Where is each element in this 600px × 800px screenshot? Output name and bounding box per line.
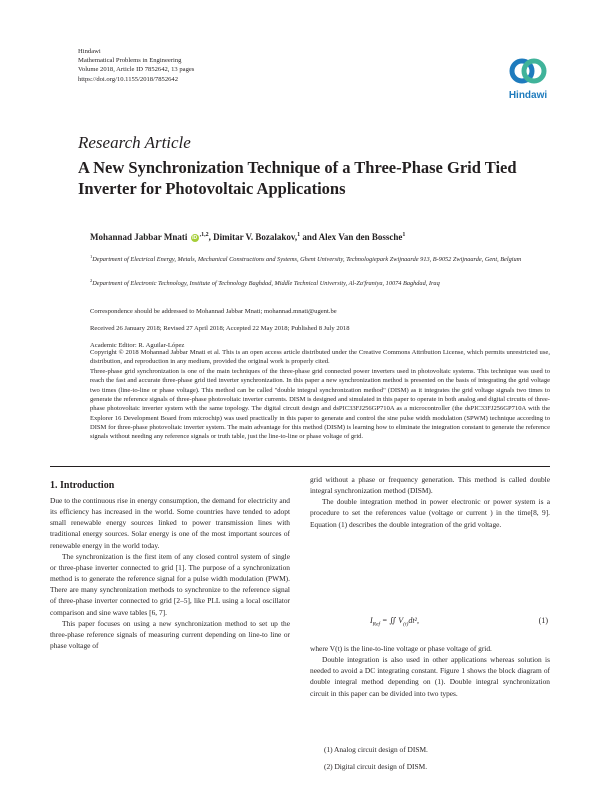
equation-expression [370,616,419,628]
right-column-continued [310,643,550,699]
list-item: (1) Analog circuit design of DISM. [324,745,428,754]
article-type: Research Article [78,133,191,152]
section-heading: 1. Introduction [50,480,115,491]
equation-number: (1) [538,616,548,625]
list-item: (2) Digital circuit design of DISM. [324,762,428,771]
journal-name: Mathematical Problems in Engineering [78,57,182,65]
copyright: Copyright © 2018 Mohannad Jabbar Mnati et al. This is an open access article distributed under the Creative Commons Attribution License, which permits unrestricted use, distribution, and reproduction in any medium, provided the original work is properly cited. [90,349,550,366]
paragraph: Double integration is also used in other applications whereas solution is needed to avoid a DC integrating constant. Figure 1 shows the block diagram of double integral method depending on (1). Double integral synchronization circuit in this paper can be divided into two types. [310,655,550,698]
orcid-icon[interactable]: iD [192,234,198,241]
author-affiliation-sup: ,1,2 [199,232,209,238]
affiliation-text: Department of Electronic Technology, Institute of Technology Baghdad, Middle Technical University, Al-Za'franiya, 10074 Baghdad, Iraq [92,280,440,288]
academic-editor: Academic Editor: R. Aguilar-López [90,342,185,349]
correspondence: Correspondence should be addressed to Mohannad Jabbar Mnati; mohannad.mnati@ugent.be [90,308,337,315]
logo-text: Hindawi [508,90,548,101]
section-divider [50,466,550,467]
paragraph: grid without a phase or frequency generation. This method is called double integral synchronization method (DISM). [310,475,550,496]
author-list [90,232,405,242]
affiliation-text: Department of Electrical Energy, Metals, Mechanical Constructions and Systems, Ghent University, Technologiepark Zwijnaarde 913, B-9052 Zwijnaarde, Gent, Belgium [92,256,522,264]
paragraph: The synchronization is the first item of any closed control system of single or three-phase inverter connected to grid [1]. The purpose of a synchronization method is to generate the reference signal for a pulse width modulation (PWM). There are many synchronization methods to synchronize to the reference signal of three-phase inverter connected to grid [2–5], like PLL using a local oscillator comparison and sine wave tables [6, 7]. [50,551,290,617]
abstract: Three-phase grid synchronization is one of the main techniques of the three-phase grid connected power inverters used in photovoltaic systems. This technique was used to reach the fast and accurate three-phase grid tied inverter synchronization. In this paper a new synchronization method is presented on the basis of integrating the grid voltage two times (line-to-line or phase voltage). This method can be called "double integral synchronization method" (DISM) as it integrates the grid voltage signals two times to generate the reference signals of three-phase photovoltaic inverter currents. DISM is designed and simulated in this paper to operate in both analog and digital circuits of three-phase photovoltaic inverter system with the same topology. The digital circuit design and dsPIC33FJ256GP710A as a microcontroller (the dsPIC33FJ256GP710A with the Explorer 16 Development Board from microchip) was used practically in this paper to generate and control the sine pulse width modulation (SPWM) technique according to DISM for three-phase photovoltaic inverter system. The main advantage for this method (DISM) is learning how to eliminate the integration constant to generate the reference signals without needing any reference signals or truth table, just the line-to-line or phase voltage of grid. [90,368,550,441]
affiliation-2 [90,276,550,288]
author-name: Mohannad Jabbar Mnati [90,232,188,242]
equation-rhs: = ∬ V [382,616,404,625]
right-column [310,474,550,530]
affiliation-1 [90,252,550,264]
article-title: A New Synchronization Technique of a Three-Phase Grid Tied Inverter for Photovoltaic Applications [78,158,517,198]
paragraph: where V(t) is the line-to-line voltage or phase voltage of grid. [310,644,492,653]
equation-1 [310,612,550,634]
equation-tail: dt², [408,616,419,625]
publisher-name: Hindawi [78,48,101,55]
equation-rhs-sub: (t) [403,621,409,628]
volume-line: Volume 2018, Article ID 7852642, 13 pages [78,66,195,74]
affiliation-sup: 2 [90,278,93,283]
author-affiliation-sup: 1 [297,232,301,238]
equation-lhs-sub: Ref [372,621,381,628]
journal-info [78,47,194,84]
paragraph: Due to the continuous rise in energy consumption, the demand for electricity and its efficiency has increased in the world. Some countries have tended to adopt small renewable energy sources linked to power transmission lines with traditional energy sources. Solar energy is one of the most important sources of renewable energy in the world today. [50,496,290,550]
paragraph: The double integration method in power electronic or power system is a procedure to set the references value (voltage or current ) in the time[8, 9]. Equation (1) describes the double integration of the grid voltage. [310,497,550,529]
paragraph: This paper focuses on using a new synchronization method to set up the three-phase reference signals of measuring current depending on line-to line or phase voltage of [50,618,290,651]
publication-dates: Received 26 January 2018; Revised 27 April 2018; Accepted 22 May 2018; Published 8 July 2018 [90,325,350,332]
affiliation-sup: 1 [90,254,93,259]
author-affiliation-sup: 1 [402,232,406,238]
left-column [50,495,290,651]
author-name: , Dimitar V. Bozalakov, [208,232,298,242]
author-name: and Alex Van den Bossche [300,232,403,242]
doi-link[interactable]: https://doi.org/10.1155/2018/7852642 [78,75,179,83]
equation-lhs: I [370,616,373,625]
